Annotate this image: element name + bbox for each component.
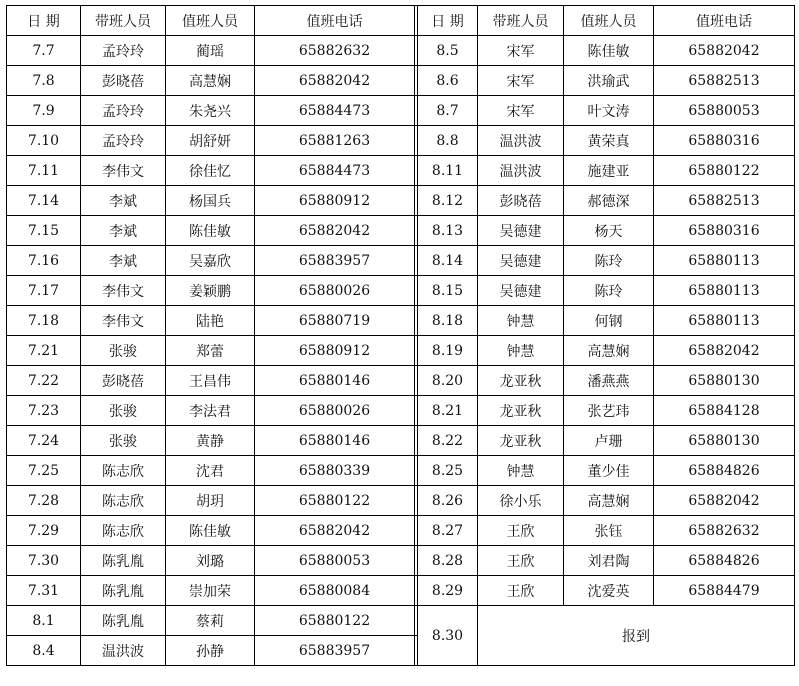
cell-phone: 65880719 [255, 306, 415, 336]
cell-date: 7.25 [7, 456, 81, 486]
cell-date: 7.23 [7, 396, 81, 426]
cell-leader: 王欣 [478, 546, 564, 576]
cell-phone: 65880146 [255, 426, 415, 456]
cell-date: 7.28 [7, 486, 81, 516]
header-date: 日 期 [7, 6, 81, 36]
cell-phone: 65880084 [255, 576, 415, 606]
cell-phone: 65884826 [654, 546, 795, 576]
cell-staff: 叶文涛 [564, 96, 654, 126]
cell-phone: 65882042 [255, 516, 415, 546]
cell-staff: 施建亚 [564, 156, 654, 186]
cell-staff: 杨国兵 [166, 186, 255, 216]
cell-leader: 陈志欣 [81, 516, 166, 546]
cell-date: 7.11 [7, 156, 81, 186]
cell-date: 8.11 [418, 156, 478, 186]
cell-date: 7.21 [7, 336, 81, 366]
cell-leader: 钟慧 [478, 306, 564, 336]
cell-phone: 65880026 [255, 276, 415, 306]
cell-date: 8.18 [418, 306, 478, 336]
column-divider [415, 636, 418, 666]
cell-staff: 王昌伟 [166, 366, 255, 396]
cell-leader: 李斌 [81, 216, 166, 246]
cell-staff: 高慧娴 [166, 66, 255, 96]
cell-staff: 郑蕾 [166, 336, 255, 366]
cell-phone: 65880146 [255, 366, 415, 396]
cell-leader: 徐小乐 [478, 486, 564, 516]
cell-staff: 崇加荣 [166, 576, 255, 606]
cell-date: 8.19 [418, 336, 478, 366]
cell-staff: 孙静 [166, 636, 255, 666]
cell-phone: 65880316 [654, 126, 795, 156]
cell-date: 8.29 [418, 576, 478, 606]
cell-staff: 姜颖鹏 [166, 276, 255, 306]
cell-date: 7.16 [7, 246, 81, 276]
table-row [7, 456, 795, 486]
cell-staff: 沈爱英 [564, 576, 654, 606]
cell-date: 8.7 [418, 96, 478, 126]
cell-date: 7.9 [7, 96, 81, 126]
cell-phone: 65884473 [255, 156, 415, 186]
cell-phone: 65880053 [654, 96, 795, 126]
table-row [7, 216, 795, 246]
cell-date: 7.10 [7, 126, 81, 156]
cell-date: 7.30 [7, 546, 81, 576]
cell-staff: 朱尧兴 [166, 96, 255, 126]
cell-phone: 65882632 [654, 516, 795, 546]
cell-leader: 李斌 [81, 246, 166, 276]
cell-leader: 吴德建 [478, 276, 564, 306]
cell-phone: 65880113 [654, 276, 795, 306]
cell-date: 8.8 [418, 126, 478, 156]
cell-staff: 郝德深 [564, 186, 654, 216]
table-row [7, 276, 795, 306]
cell-leader: 龙亚秋 [478, 366, 564, 396]
cell-staff: 陈佳敏 [166, 516, 255, 546]
table-row [7, 576, 795, 606]
cell-leader: 钟慧 [478, 456, 564, 486]
cell-phone: 65880316 [654, 216, 795, 246]
cell-date: 8.28 [418, 546, 478, 576]
cell-date: 7.22 [7, 366, 81, 396]
cell-phone: 65882042 [654, 36, 795, 66]
cell-staff: 黄荣真 [564, 126, 654, 156]
cell-leader: 孟玲玲 [81, 126, 166, 156]
cell-staff: 刘君陶 [564, 546, 654, 576]
cell-staff: 陈玲 [564, 246, 654, 276]
cell-phone: 65880130 [654, 366, 795, 396]
cell-staff: 张艺玮 [564, 396, 654, 426]
cell-phone: 65880053 [255, 546, 415, 576]
table-row [7, 426, 795, 456]
cell-date: 8.21 [418, 396, 478, 426]
cell-leader: 张骏 [81, 336, 166, 366]
cell-leader: 李伟文 [81, 276, 166, 306]
cell-leader: 李伟文 [81, 306, 166, 336]
cell-phone: 65880122 [255, 486, 415, 516]
cell-leader: 吴德建 [478, 216, 564, 246]
cell-phone: 65882632 [255, 36, 415, 66]
cell-leader: 孟玲玲 [81, 36, 166, 66]
cell-phone: 65880130 [654, 426, 795, 456]
table-row [7, 516, 795, 546]
table-row [7, 66, 795, 96]
cell-leader: 陈乳胤 [81, 606, 166, 636]
table-row [7, 306, 795, 336]
cell-staff: 陈佳敏 [166, 216, 255, 246]
table-row [7, 36, 795, 66]
cell-date: 8.25 [418, 456, 478, 486]
header-phone: 值班电话 [654, 6, 795, 36]
table-row [7, 486, 795, 516]
cell-date: 7.15 [7, 216, 81, 246]
table-row [7, 246, 795, 276]
cell-date: 8.13 [418, 216, 478, 246]
cell-leader: 王欣 [478, 516, 564, 546]
cell-date: 8.20 [418, 366, 478, 396]
cell-date: 8.15 [418, 276, 478, 306]
cell-staff: 卢珊 [564, 426, 654, 456]
cell-date: 8.12 [418, 186, 478, 216]
header-staff: 值班人员 [564, 6, 654, 36]
cell-date: 8.1 [7, 606, 81, 636]
cell-phone: 65880026 [255, 396, 415, 426]
cell-staff: 蔡莉 [166, 606, 255, 636]
cell-date: 8.6 [418, 66, 478, 96]
header-leader: 带班人员 [478, 6, 564, 36]
cell-phone: 65880113 [654, 246, 795, 276]
cell-staff: 陈玲 [564, 276, 654, 306]
cell-leader: 彭晓蓓 [81, 66, 166, 96]
duty-roster-table [6, 5, 795, 666]
table-row [7, 606, 795, 636]
cell-phone: 65881263 [255, 126, 415, 156]
cell-phone: 65884479 [654, 576, 795, 606]
cell-leader: 陈志欣 [81, 486, 166, 516]
cell-staff: 高慧娴 [564, 336, 654, 366]
cell-date: 7.31 [7, 576, 81, 606]
cell-phone: 65883957 [255, 636, 415, 666]
cell-leader: 宋军 [478, 96, 564, 126]
cell-staff: 徐佳忆 [166, 156, 255, 186]
cell-date: 8.30 [418, 606, 478, 666]
cell-phone: 65882513 [654, 186, 795, 216]
cell-staff: 董少佳 [564, 456, 654, 486]
cell-phone: 65880912 [255, 186, 415, 216]
cell-leader: 彭晓蓓 [478, 186, 564, 216]
cell-phone: 65882042 [255, 216, 415, 246]
cell-staff: 张钰 [564, 516, 654, 546]
cell-phone: 65884128 [654, 396, 795, 426]
cell-staff: 高慧娴 [564, 486, 654, 516]
cell-leader: 王欣 [478, 576, 564, 606]
cell-staff: 李法君 [166, 396, 255, 426]
header-date: 日 期 [418, 6, 478, 36]
cell-leader: 钟慧 [478, 336, 564, 366]
cell-leader: 张骏 [81, 396, 166, 426]
table-row [7, 156, 795, 186]
cell-phone: 65882513 [654, 66, 795, 96]
cell-leader: 温洪波 [478, 126, 564, 156]
cell-staff: 胡玥 [166, 486, 255, 516]
cell-leader: 温洪波 [478, 156, 564, 186]
cell-leader: 张骏 [81, 426, 166, 456]
cell-staff: 黄静 [166, 426, 255, 456]
table-row [7, 336, 795, 366]
cell-leader: 温洪波 [81, 636, 166, 666]
header-row [7, 6, 795, 36]
cell-staff: 陆艳 [166, 306, 255, 336]
cell-leader: 李伟文 [81, 156, 166, 186]
cell-staff: 沈君 [166, 456, 255, 486]
cell-leader: 李斌 [81, 186, 166, 216]
table-row [7, 126, 795, 156]
cell-phone: 65880122 [654, 156, 795, 186]
cell-phone: 65882042 [255, 66, 415, 96]
cell-date: 7.29 [7, 516, 81, 546]
cell-date: 7.24 [7, 426, 81, 456]
cell-leader: 龙亚秋 [478, 426, 564, 456]
cell-leader: 龙亚秋 [478, 396, 564, 426]
cell-staff: 何钢 [564, 306, 654, 336]
cell-staff: 刘璐 [166, 546, 255, 576]
cell-leader: 陈乳胤 [81, 576, 166, 606]
cell-date: 8.14 [418, 246, 478, 276]
cell-leader: 宋军 [478, 66, 564, 96]
table-row [7, 366, 795, 396]
cell-leader: 宋军 [478, 36, 564, 66]
cell-date: 7.18 [7, 306, 81, 336]
cell-staff: 吴嘉欣 [166, 246, 255, 276]
cell-date: 7.17 [7, 276, 81, 306]
table-row [7, 96, 795, 126]
header-staff: 值班人员 [166, 6, 255, 36]
cell-phone: 65882042 [654, 336, 795, 366]
cell-staff: 潘燕燕 [564, 366, 654, 396]
cell-phone: 65884826 [654, 456, 795, 486]
cell-leader: 陈志欣 [81, 456, 166, 486]
cell-leader: 孟玲玲 [81, 96, 166, 126]
cell-phone: 65880122 [255, 606, 415, 636]
cell-staff: 蔺瑶 [166, 36, 255, 66]
cell-date: 8.22 [418, 426, 478, 456]
cell-leader: 吴德建 [478, 246, 564, 276]
cell-date: 8.4 [7, 636, 81, 666]
cell-staff: 陈佳敏 [564, 36, 654, 66]
cell-date: 8.27 [418, 516, 478, 546]
header-leader: 带班人员 [81, 6, 166, 36]
cell-phone: 65880339 [255, 456, 415, 486]
table-row [7, 396, 795, 426]
cell-phone: 65884473 [255, 96, 415, 126]
roster-body [7, 36, 795, 666]
cell-leader: 彭晓蓓 [81, 366, 166, 396]
cell-phone: 65880113 [654, 306, 795, 336]
cell-staff: 杨天 [564, 216, 654, 246]
cell-staff: 胡舒妍 [166, 126, 255, 156]
cell-date: 7.7 [7, 36, 81, 66]
cell-phone: 65880912 [255, 336, 415, 366]
cell-date: 7.8 [7, 66, 81, 96]
table-row [7, 186, 795, 216]
table-row [7, 546, 795, 576]
cell-leader: 陈乳胤 [81, 546, 166, 576]
cell-date: 8.26 [418, 486, 478, 516]
cell-phone: 65882042 [654, 486, 795, 516]
cell-staff: 洪瑜武 [564, 66, 654, 96]
header-phone: 值班电话 [255, 6, 415, 36]
cell-date: 7.14 [7, 186, 81, 216]
cell-date: 8.5 [418, 36, 478, 66]
cell-phone: 65883957 [255, 246, 415, 276]
report-note: 报到 [478, 606, 795, 666]
